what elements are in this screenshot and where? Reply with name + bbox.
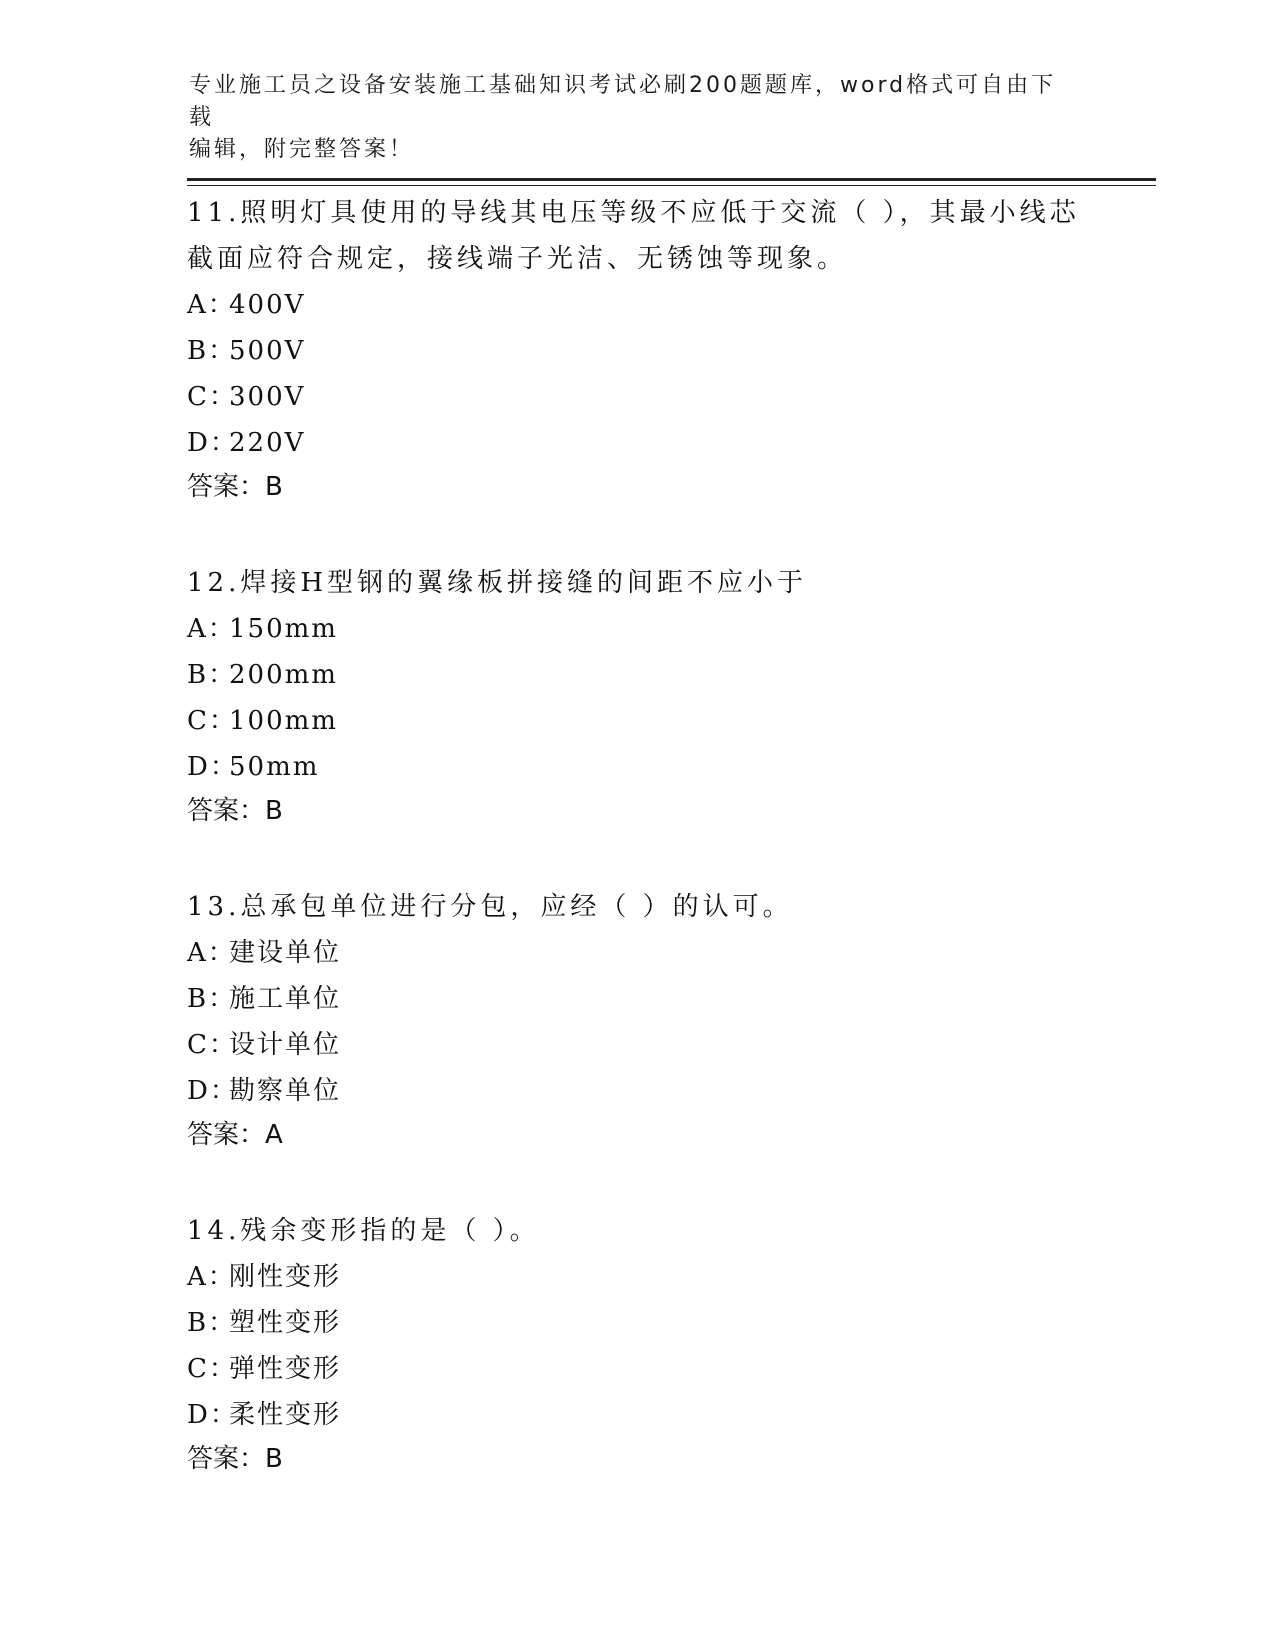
question-spacer xyxy=(187,508,1087,560)
option-value: 刚性变形 xyxy=(229,1262,342,1292)
question-number: 12. xyxy=(187,568,241,598)
option-key: C： xyxy=(187,382,237,412)
option-d xyxy=(187,1068,1087,1114)
option-key: B： xyxy=(187,984,237,1014)
option-value: 50mm xyxy=(229,752,320,782)
question-number: 14. xyxy=(187,1216,241,1246)
option-value: 500V xyxy=(229,336,306,366)
option-b xyxy=(187,976,1087,1022)
question-text xyxy=(187,190,1087,236)
question-14 xyxy=(187,1208,1087,1480)
question-spacer xyxy=(187,1156,1087,1208)
option-key: A： xyxy=(187,1262,236,1292)
option-a xyxy=(187,930,1087,976)
option-value: 150mm xyxy=(229,614,338,644)
option-b xyxy=(187,1300,1087,1346)
option-d xyxy=(187,420,1087,466)
option-value: 柔性变形 xyxy=(229,1400,342,1430)
option-key: B： xyxy=(187,660,237,690)
option-a xyxy=(187,606,1087,652)
option-key: B： xyxy=(187,1308,237,1338)
option-value: 施工单位 xyxy=(229,984,342,1014)
question-spacer xyxy=(187,832,1087,884)
option-value: 建设单位 xyxy=(229,938,342,968)
option-value: 塑性变形 xyxy=(229,1308,342,1338)
question-text-line-2: 截面应符合规定，接线端子光洁、无锈蚀等现象。 xyxy=(187,244,848,274)
option-key: D： xyxy=(187,1400,238,1430)
question-11 xyxy=(187,190,1087,508)
question-text-line-1: 总承包单位进行分包，应经（ ）的认可。 xyxy=(240,892,793,922)
question-text-line-1: 残余变形指的是（ ）。 xyxy=(240,1216,540,1246)
option-value: 300V xyxy=(229,382,306,412)
option-value: 200mm xyxy=(229,660,338,690)
option-value: 设计单位 xyxy=(229,1030,342,1060)
answer-label: 答案：B xyxy=(187,796,283,826)
header-divider-thick xyxy=(187,178,1156,181)
answer-label: 答案：B xyxy=(187,1444,283,1474)
question-text xyxy=(187,884,1087,930)
option-c xyxy=(187,1022,1087,1068)
option-a xyxy=(187,282,1087,328)
option-key: C： xyxy=(187,706,237,736)
option-b xyxy=(187,652,1087,698)
option-d xyxy=(187,744,1087,790)
question-text xyxy=(187,560,1087,606)
option-key: A： xyxy=(187,290,236,320)
question-number: 13. xyxy=(187,892,241,922)
question-text xyxy=(187,1208,1087,1254)
question-text-line-1: 照明灯具使用的导线其电压等级不应低于交流（ ），其最小线芯 xyxy=(240,198,1080,228)
document-header xyxy=(189,70,1069,166)
option-value: 400V xyxy=(229,290,306,320)
option-key: C： xyxy=(187,1030,237,1060)
answer-label: 答案：B xyxy=(187,472,283,502)
option-b xyxy=(187,328,1087,374)
question-number: 11. xyxy=(187,198,241,228)
option-a xyxy=(187,1254,1087,1300)
option-c xyxy=(187,1346,1087,1392)
answer-label: 答案：A xyxy=(187,1120,283,1150)
option-c xyxy=(187,698,1087,744)
option-key: B： xyxy=(187,336,237,366)
option-key: C： xyxy=(187,1354,237,1384)
option-key: D： xyxy=(187,428,238,458)
option-key: D： xyxy=(187,752,238,782)
header-line-1: 专业施工员之设备安装施工基础知识考试必刷200题题库，word格式可自由下载 xyxy=(189,73,1057,130)
header-line-2: 编辑，附完整答案！ xyxy=(189,137,415,162)
option-c xyxy=(187,374,1087,420)
option-d xyxy=(187,1392,1087,1438)
option-value: 100mm xyxy=(229,706,338,736)
question-13 xyxy=(187,884,1087,1156)
option-value: 220V xyxy=(229,428,306,458)
option-key: D： xyxy=(187,1076,238,1106)
question-text-line-1: 焊接H型钢的翼缘板拼接缝的间距不应小于 xyxy=(240,568,808,598)
question-12 xyxy=(187,560,1087,832)
question-list xyxy=(187,190,1087,1480)
option-value: 弹性变形 xyxy=(229,1354,342,1384)
option-key: A： xyxy=(187,614,236,644)
header-divider-thin xyxy=(187,185,1156,186)
option-key: A： xyxy=(187,938,236,968)
option-value: 勘察单位 xyxy=(229,1076,342,1106)
